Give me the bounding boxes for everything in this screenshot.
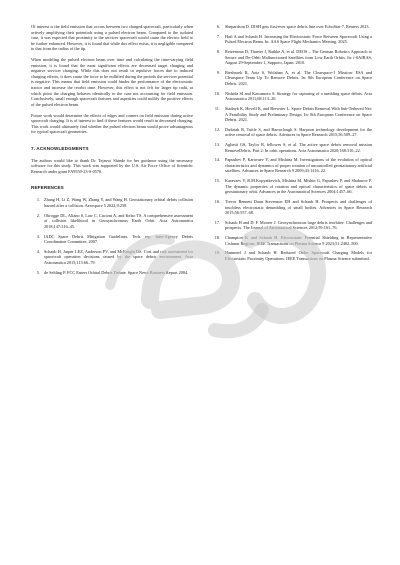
reference-text: Biesbroek R, Aziz S, Wolahan A, et al. The Clearspace-1 Mission: ESA and Clearspace Team Up To Remove Debris. In: 8th European Conference on Space Debris. 2021. [225,69,372,86]
reference-item [31,197,193,208]
reference-item [209,250,372,261]
reference-number: 18. [214,235,220,241]
reference-text: Shepardson D. DISH gets first-ever space debris fine over EchoStar-7. Reuters 2023. [225,24,370,29]
reference-number: 4. [36,248,40,254]
reference-number: 11. [214,105,220,111]
reference-number: 8. [216,49,220,55]
reference-item [209,157,372,174]
reference-item [31,234,193,245]
reference-text: Champion K and Schaub H. Electrostatic Potential Shielding in Representative Cislunar Regions. IEEE Transactions on Plasma Science 9 2023;51:2482–500. [225,235,372,246]
reference-number: 14. [214,157,220,163]
reference-item [209,199,372,216]
reference-item [209,142,372,153]
reference-item [209,24,372,30]
reference-number: 3. [36,233,40,239]
reference-text: de Selding P. FCC Enters Orbital Debris Debate. Space News Business Report 2004. [44,269,189,275]
reference-text: Zhang H, Li Z, Wang W, Zhang Y, and Wang H. Geostationary orbital debris collision hazard after a collision. Aerospace 5 2022;9:258. [44,197,193,209]
reference-text: Hafi A and Schaub H. Increasing the Electrostatic Force Between Spacecraft Using a Pulsed Electron Beam. In: AAS Space Flight Mechanics Meeting. 2025. [225,33,372,45]
reference-item [209,178,372,195]
reference-item [209,34,372,45]
left-column [31,24,193,279]
body-paragraph: Of interest is the field emission that occurs between two charged spacecraft, particularly when actively amplifying their potentials using a pulsed electron beam. Compared to the isolated case, it was expected that proximity to the servicer spacecraft would cause the electric field to be further enhanced. However, it is found that while this effect exists, it is negligible compared to that from the radius of the tip. [31,24,193,52]
reference-list-continued [209,24,372,261]
reference-number: 17. [214,219,220,225]
reference-item [31,213,193,230]
reference-number: 5. [36,269,40,275]
reference-item [209,49,372,66]
body-paragraph: When modeling the pulsed electron beam over time and calculating the time-varying field emission, it is found that the most significant effects are decreased target charging and negative servicer charging. While this does not result in repulsive forces due to induced charging effects, it does cause the force to be nullified during the periods the servicer potential is negative. This means that field emission could hinder the performance of the electrostatic tractor and increase the reorbit time. However, this effect is not felt for larger tip radii, at which point the charging behaves identically to the case not accounting for field emission. Conclusively, small enough spacecraft features and asperities could nullify the positive effects of the pulsed electron beam. [31,57,193,107]
reference-text: Hammerl J and Schaub H. Reduced Order Spacecraft Charging Models for Electrostatic Proximity Operations. IEEE Transactions on Plasma Science submitted. [225,250,372,261]
reference-list [31,197,193,275]
reference-number: 1. [36,197,40,203]
reference-item [209,91,372,102]
reference-text: Trevor Bennett Daan Stevenson EH and Schaub H. Prospects and challenges of touchless electrostatic detumbling of small bodies. Advances in Space Research 2015;56:557–68. [225,199,372,216]
reference-item [209,127,372,138]
reference-number: 10. [214,90,220,96]
reference-text: Papushev P, Karavaev Y, and Mishina M. Investigations of the evolution of optical characteristics and dynamics of proper rotation of uncontrolled geostationary artificial satellites. Advances in Space Research 9 2009;43:1416–22. [225,157,372,174]
reference-number: 7. [216,33,220,39]
reference-item [209,220,372,231]
reference-number: 15. [214,178,220,184]
reference-text: Stadnyk K, Hovell K, and Brewster L. Space Debris Removal With Sub-Tethered Net: A Feasibility Study and Preliminary Design. In: 8th European Conference on Space Debris. 2021. [225,105,372,123]
reference-text: Reizensma D, Thaeter J, Rathke A, et al. DEOS – The German Robotics Approach to Secure and De-Orbit Malfunctioned Satellites from Low Earth Orbits. In: i-SAIRAS, August 29-September 1, Sapporo, Japan. 2010. [225,49,372,66]
acknowledgments-text: The authors would like to thank Dr. Tejaswi Shinde for her guidance using the necessary software for this study. This work was supported by the U.S. Air Force Office of Scientific Research under grant FA9550-23-S-0570. [31,157,193,174]
reference-text: Oltrogge DL, Alfano S, Law C, Cacioni A, and Kelso TS. A comprehensive assessment of collision likelihood in Geosynchronous Earth Orbit. Acta Astronautica 2018;147:316–45. [44,212,193,229]
reference-number: 16. [214,199,220,204]
reference-number: 19. [214,250,220,256]
reference-number: 12. [214,126,220,132]
body-paragraph: Future work would determine the effects of edges and corners on field emission during active spacecraft charging. It is of interest to find if these features would result in decreased charging. This work would ultimately find whether the pulsed electron beam would prove advantageous for typical spacecraft geometries. [31,112,193,135]
reference-text: Dudziak R, Tuttle S, and Barraclough S. Harpoon technology development for the active removal of space debris. Advances in Space Research 2015;56:509–27. [225,126,372,138]
reference-item [31,270,193,276]
reference-text: Schaub H and D. F. Moorer J. Geosynchronous large debris reorbiter: Challenges and prospects. The Journal of Astronautical Sciences 2012;59:161–76. [225,219,372,231]
right-column [209,24,372,266]
reference-item [209,70,372,87]
reference-text: Karavaev Y, R.M.Kopyatkevich, Mishina M, Mishin G, Papushev P, and Shaburov P. The dynamic properties of rotation and optical characteristics of space debris at geostationary orbit. Advances in the Astronautical Sciences 2004:1457–66. [225,178,372,195]
reference-text: IADC Space Debris Mitigation Guidelines. Tech. rep. Inter-Agency Debris Coordination Committee, 2007. [44,233,193,245]
acknowledgments-heading: 7. ACKNOWLEDGMENTS [31,145,89,151]
reference-item [209,106,372,123]
reference-text: Nishida SI and Kawamoto S. Strategy for capturing of a tumbling space debris. Acta Astronautica 2011;68:113–20. [225,90,372,102]
reference-text: Aglietti GS, Taylor B, fellowes S, et al. The active space debris removal mission RemoveDebris. Part 2: In orbit operations. Acta Astronautica 2020;168:310–22. [225,142,372,153]
reference-item [209,235,372,246]
reference-item [31,249,193,266]
reference-number: 13. [214,142,220,148]
reference-text: Schaub H, Jasper LEZ, Anderson PV, and McKnight DS. Cost and risk assessment for spacecraft operation decisions caused by the space debris environment. Acta Astronautica 2015;113:66–79. [44,248,193,265]
reference-number: 2. [36,212,40,218]
reference-number: 9. [216,69,220,75]
reference-number: 6. [216,24,220,29]
references-heading: REFERENCES [31,185,64,191]
